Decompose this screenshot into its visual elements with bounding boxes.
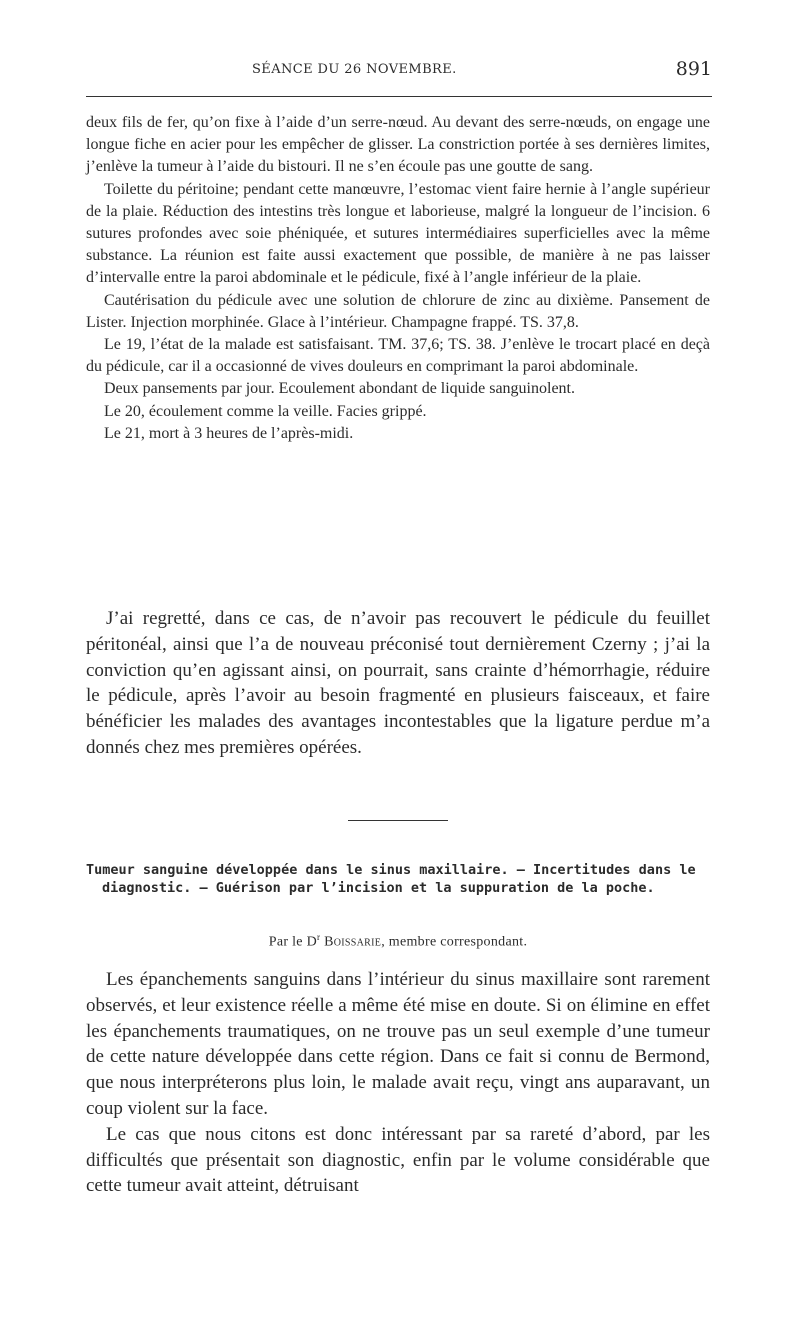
article-paragraph: Le cas que nous citons est donc intéressant par sa rareté d’abord, par les difficultés que présentait son diagnostic, enfin par le volume considérable que cette tumeur avait atteint, détruisant bbox=[86, 1123, 710, 1197]
observation-paragraph: Le 21, mort à 3 heures de l’après-midi. bbox=[104, 424, 354, 442]
case-observation bbox=[86, 112, 710, 445]
observation-paragraph: Le 20, écoulement comme la veille. Facies grippé. bbox=[104, 402, 427, 420]
article-paragraph: Les épanchements sanguins dans l’intérieur du sinus maxillaire sont rarement observés, et leur existence réelle a même été mise en doute. Si on élimine en effet les épanchements traumatiques, on ne trouve pas un seul exemple d’une tumeur de cette nature développée dans cette région. Dans ce fait si connu de Bermond, que nous interpréterons plus loin, le malade avait reçu, vingt ans auparavant, un coup violent sur la face. bbox=[86, 969, 710, 1119]
author-title-sup: r bbox=[317, 932, 321, 942]
author-prefix: Par le D bbox=[268, 934, 318, 950]
observation-paragraph: deux fils de fer, qu’on fixe à l’aide d’un serre-nœud. Au devant des serre-nœuds, on engage une longue fiche en acier pour les empêcher de glisser. La constriction portée à ses dernières limites, j’enlève la tumeur à l’aide du bistouri. Il ne s’en écoule pas une goutte de sang. bbox=[86, 114, 710, 176]
observation-paragraph: Deux pansements par jour. Ecoulement abondant de liquide sanguinolent. bbox=[104, 380, 575, 398]
author-suffix: , membre correspondant. bbox=[381, 934, 528, 950]
observation-paragraph: Toilette du péritoine; pendant cette manœuvre, l’estomac vient faire hernie à l’angle supérieur de la plaie. Réduction des intestins très longue et laborieuse, malgré la longueur de l’incision. 6 sutures profondes avec soie phéniquée, et sutures intermédiaires superficielles avec la même substance. La réunion est faite aussi exactement que possible, de manière à ne pas laisser d’intervalle entre la paroi abdominale et le pédicule, fixé à l’angle inférieur de la plaie. bbox=[86, 180, 710, 287]
section-divider bbox=[348, 820, 448, 821]
page-header bbox=[86, 58, 712, 84]
running-title: SÉANCE DU 26 NOVEMBRE. bbox=[252, 62, 457, 77]
author-name: Boissarie bbox=[324, 934, 382, 950]
article-title: Tumeur sanguine développée dans le sinus maxillaire. — Incertitudes dans le diagnostic. — Guérison par l’incision et la suppuration de la poche. bbox=[86, 862, 696, 897]
header-rule bbox=[86, 96, 712, 97]
conclusion-section bbox=[86, 606, 710, 761]
observation-paragraph: Cautérisation du pédicule avec une solution de chlorure de zinc au dixième. Pansement de Lister. Injection morphinée. Glace à l’intérieur. Champagne frappé. TS. 37,8. bbox=[86, 291, 710, 331]
author-line bbox=[86, 932, 710, 951]
observation-paragraph: Le 19, l’état de la malade est satisfaisant. TM. 37,6; TS. 38. J’enlève le trocart placé en deçà du pédicule, car il a occasionné de vives douleurs en comprimant la paroi abdominale. bbox=[86, 336, 710, 376]
article-body bbox=[86, 967, 710, 1199]
page-number: 891 bbox=[675, 58, 712, 80]
conclusion-paragraph: J’ai regretté, dans ce cas, de n’avoir pas recouvert le pédicule du feuillet péritonéal, ainsi que l’a de nouveau préconisé tout dernièrement Czerny ; j’ai la conviction qu’en agissant ainsi, on pourrait, sans crainte d’hémorrhagie, réduire le pédicule, après l’avoir au besoin fragmenté en plusieurs faisceaux, et faire bénéficier les malades des avantages incontestables que la ligature perdue m’a donnés chez mes premières opérées. bbox=[86, 608, 710, 758]
